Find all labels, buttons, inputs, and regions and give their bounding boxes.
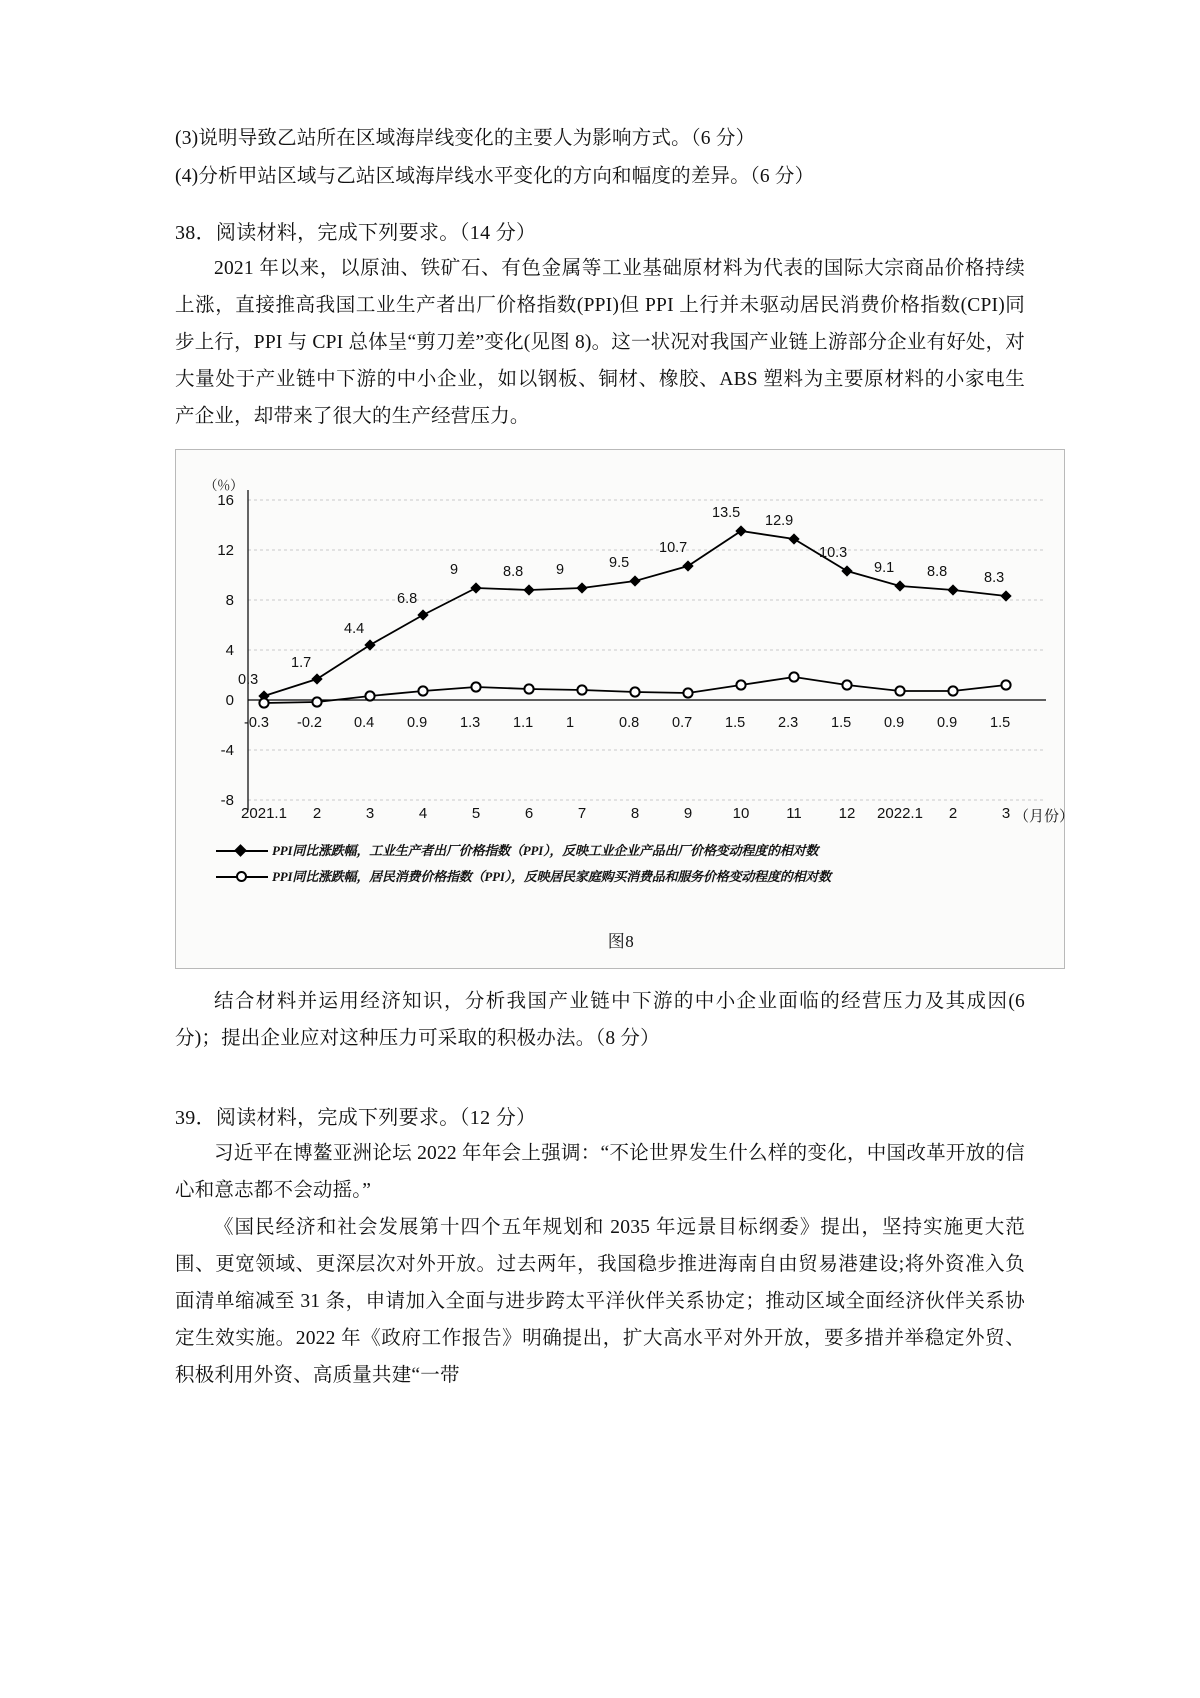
x-tick-5: 5 [471, 805, 481, 822]
chart-legend [216, 838, 1036, 890]
legend-item-cpi [216, 864, 1036, 890]
cpi-label-1: -0.3 [244, 715, 269, 731]
x-tick-10: 10 [732, 805, 750, 822]
x-tick-12: 12 [838, 805, 856, 822]
question-38-prompt: 结合材料并运用经济知识，分析我国产业链中下游的中小企业面临的经营压力及其成因(6 分)；提出企业应对这种压力可采取的积极办法。（8 分） [175, 991, 1025, 1049]
ppi-label-15: 8.3 [984, 570, 1005, 586]
legend-label-cpi: PPI同比涨跌幅，居民消费价格指数（PPI），反映居民家庭购买消费品和服务价格变动程度的相对数 [272, 869, 831, 884]
x-tick-2: 2 [312, 805, 322, 822]
x-tick-11: 11 [786, 805, 802, 822]
cpi-label-14: 0.9 [937, 715, 958, 731]
question-39-paragraph-1: 习近平在博鳌亚洲论坛 2022 年年会上强调：“不论世界发生什么样的变化，中国改革开放的信心和意志都不会动摇。” [175, 1143, 1025, 1201]
cpi-label-9: 0.7 [672, 715, 693, 731]
x-tick-15: 3 [1001, 805, 1011, 822]
cpi-label-6: 1.1 [513, 715, 534, 731]
cpi-label-15: 1.5 [990, 715, 1011, 731]
cpi-label-5: 1.3 [460, 715, 481, 731]
ppi-label-14: 8.8 [927, 564, 948, 580]
x-tick-1: 2021.1 [241, 805, 287, 822]
x-tick-6: 6 [524, 805, 534, 822]
question-39-heading: 39．阅读材料，完成下列要求。（12 分） [175, 1107, 537, 1129]
x-tick-8: 8 [630, 805, 640, 822]
circle-marker-icon [216, 871, 268, 883]
x-tick-3: 3 [365, 805, 375, 822]
cpi-label-11: 2.3 [778, 715, 799, 731]
cpi-label-13: 0.9 [884, 715, 905, 731]
cpi-label-3: 0.4 [354, 715, 375, 731]
ppi-label-4: 6.8 [397, 591, 418, 607]
cpi-label-4: 0.9 [407, 715, 428, 731]
y-tick-minus4: -4 [220, 742, 234, 759]
ppi-label-6: 8.8 [503, 564, 524, 580]
x-tick-14: 2 [948, 805, 958, 822]
question-38-paragraph: 2021 年以来，以原油、铁矿石、有色金属等工业基础原材料为代表的国际大宗商品价格持续上涨，直接推高我国工业生产者出厂价格指数(PPI)但 PPI 上行并未驱动居民消费价格指数(CPI)同步上行，PPI 与 CPI 总体呈“剪刀差”变化(见图 8)。这一状况对我国产业链上游部分企业有好处，对大量处于产业链中下游的中小企业，如以钢板、铜材、橡胶、ABS 塑料为主要原材料的小家电生产企业，却带来了很大的生产经营压力。 [175, 258, 1025, 427]
ppi-label-3: 4.4 [344, 621, 365, 637]
question-3-line: (3)说明导致乙站所在区域海岸线变化的主要人为影响方式。（6 分） [175, 128, 756, 149]
cpi-label-8: 0.8 [619, 715, 640, 731]
ppi-label-5: 9 [450, 562, 459, 578]
ppi-label-7: 9 [556, 562, 565, 578]
ppi-label-13: 9.1 [874, 560, 895, 576]
y-tick-minus8: -8 [220, 792, 234, 809]
ppi-label-9: 10.7 [659, 540, 688, 556]
ppi-label-12: 10.3 [819, 545, 848, 561]
question-39-paragraph-2: 《国民经济和社会发展第十四个五年规划和 2035 年远景目标纲委》提出，坚持实施更大范围、更宽领域、更深层次对外开放。过去两年，我国稳步推进海南自由贸易港建设;将外资准入负面清单缩减至 31 条，申请加入全面与进步跨太平洋伙伴关系协定；推动区域全面经济伙伴关系协定生效实施。2022 年《政府工作报告》明确提出，扩大高水平对外开放，要多措并举稳定外贸、积极利用外资、高质量共建“一带 [175, 1217, 1025, 1386]
chart-svg [176, 450, 1066, 850]
diamond-marker-icon [216, 845, 268, 857]
ppi-label-10: 13.5 [712, 505, 741, 521]
question-38-heading: 38．阅读材料，完成下列要求。（14 分） [175, 222, 537, 244]
cpi-label-2: -0.2 [297, 715, 322, 731]
figure-caption: 图8 [607, 932, 635, 951]
y-axis-unit-label: （％） [204, 478, 243, 493]
ppi-label-1: 0.3 [238, 672, 259, 688]
legend-label-ppi: PPI同比涨跌幅，工业生产者出厂价格指数（PPI），反映工业企业产品出厂价格变动程度的相对数 [272, 843, 819, 858]
x-tick-7: 7 [577, 805, 587, 822]
chart-plot-area [176, 450, 1074, 850]
y-tick-16: 16 [217, 492, 234, 509]
ppi-label-8: 9.5 [609, 555, 630, 571]
x-axis-unit-label: （月份） [1013, 808, 1074, 825]
cpi-label-7: 1 [566, 715, 575, 731]
legend-item-ppi [216, 838, 1036, 864]
ppi-label-11: 12.9 [765, 513, 794, 529]
figure-8-container [175, 449, 1074, 969]
cpi-label-12: 1.5 [831, 715, 852, 731]
x-tick-4: 4 [418, 805, 428, 822]
cpi-label-10: 1.5 [725, 715, 746, 731]
y-tick-8: 8 [225, 592, 234, 609]
y-tick-12: 12 [217, 542, 234, 559]
y-tick-0: 0 [225, 692, 234, 709]
x-tick-9: 9 [683, 805, 693, 822]
question-4-line: (4)分析甲站区域与乙站区域海岸线水平变化的方向和幅度的差异。（6 分） [175, 166, 815, 187]
ppi-label-2: 1.7 [291, 655, 312, 671]
y-tick-4: 4 [225, 642, 234, 659]
x-tick-13: 2022.1 [877, 805, 923, 822]
